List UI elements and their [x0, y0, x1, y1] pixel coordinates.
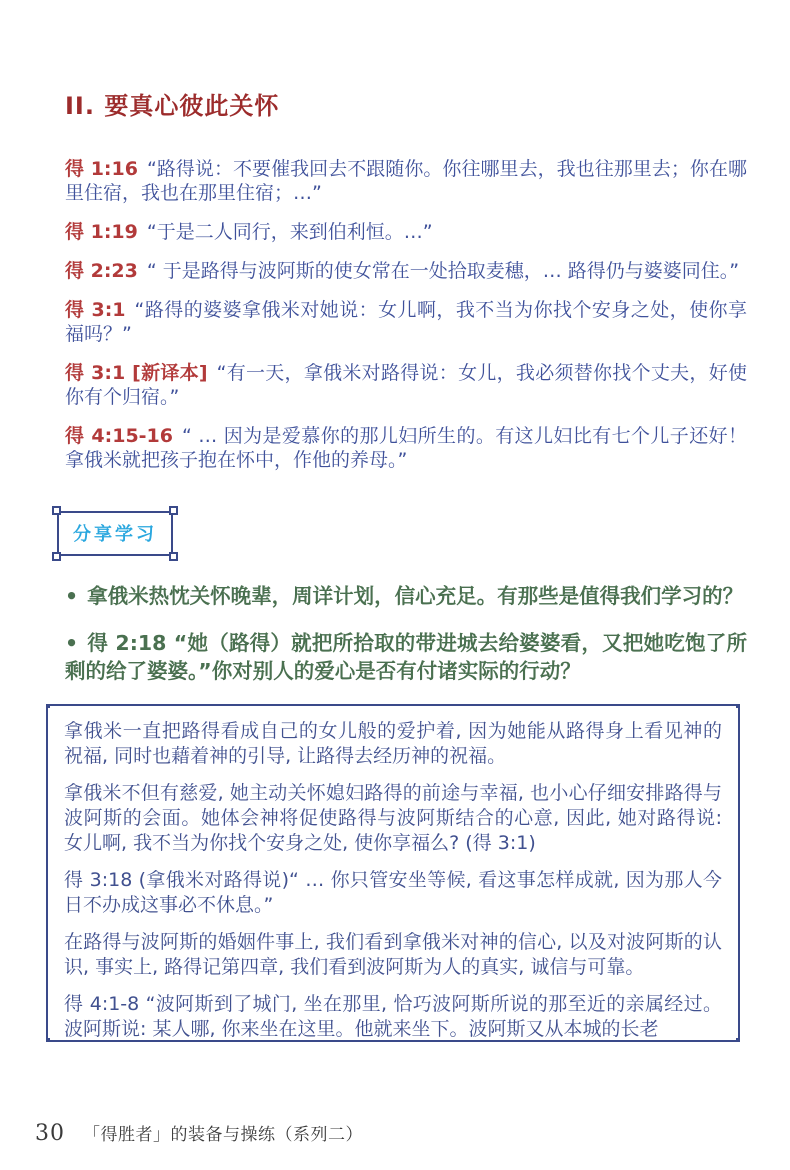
share-learning-badge [57, 511, 173, 556]
scripture-item [65, 424, 747, 472]
scripture-text: “路得说：不要催我回去不跟随你。你往哪里去，我也往那里去；你在哪里住宿，我也在那里住宿；…” [65, 158, 747, 204]
scripture-text: “ … 因为是爱慕你的那儿妇所生的。有这儿妇比有七个儿子还好！拿俄米就把孩子抱在怀中，作他的养母。” [65, 425, 747, 471]
book-title: 「得胜者」的装备与操练（系列二） [83, 1125, 363, 1145]
frame-corner-ornament [169, 506, 178, 515]
scripture-reference: 得 4:15-16 [65, 425, 173, 447]
scripture-reference: 得 3:1 [65, 299, 126, 321]
frame-corner-ornament [46, 1038, 50, 1042]
scripture-text: “有一天，拿俄米对路得说：女儿，我必须替你找个丈夫，好使你有个归宿。” [65, 362, 747, 408]
scripture-list [65, 157, 747, 472]
scripture-text: “于是二人同行，来到伯利恒。…” [146, 221, 433, 243]
scripture-text: “路得的婆婆拿俄米对她说：女儿啊，我不当为你找个安身之处，使你享福吗？” [65, 299, 747, 345]
bullet-marker: • [65, 630, 79, 655]
scripture-reference: 得 2:23 [65, 260, 138, 282]
scripture-item [65, 157, 747, 205]
frame-corner-ornament [736, 1038, 740, 1042]
commentary-paragraph: 拿俄米一直把路得看成自己的女儿般的爱护着, 因为她能从路得身上看见神的祝福, 同时也藉着神的引导, 让路得去经历神的祝福。 [64, 719, 722, 767]
frame-corner-ornament [46, 704, 50, 708]
scripture-item [65, 361, 747, 409]
section-heading: II. 要真心彼此关怀 [65, 92, 280, 120]
question-text: 得 2:18 “她（路得）就把所拾取的带进城去给婆婆看，又把她吃饱了所剩的给了婆婆。”你对别人的爱心是否有付诸实际的行动？ [65, 630, 747, 683]
commentary-box [46, 704, 740, 1042]
scripture-item [65, 220, 747, 244]
scripture-reference: 得 3:1 [新译本] [65, 362, 208, 384]
frame-corner-ornament [52, 506, 61, 515]
page-content [65, 86, 747, 1042]
commentary-paragraph: 得 4:1-8 “波阿斯到了城门, 坐在那里, 恰巧波阿斯所说的那至近的亲属经过。波阿斯说: 某人哪, 你来坐在这里。他就来坐下。波阿斯又从本城的长老 [64, 992, 722, 1040]
page-footer [35, 1120, 363, 1146]
frame-corner-ornament [736, 704, 740, 708]
discussion-questions [65, 582, 747, 686]
discussion-question [65, 629, 747, 686]
commentary-paragraph: 得 3:18 (拿俄米对路得说)“ … 你只管安坐等候, 看这事怎样成就, 因为那人今日不办成这事必不休息。” [64, 868, 722, 916]
scripture-text: “ 于是路得与波阿斯的使女常在一处拾取麦穗，… 路得仍与婆婆同住。” [146, 260, 740, 282]
bullet-marker: • [65, 584, 79, 608]
commentary-paragraph: 拿俄米不但有慈爱, 她主动关怀媳妇路得的前途与幸福, 也小心仔细安排路得与波阿斯的会面。她体会神将促使路得与波阿斯结合的心意, 因此, 她对路得说: 女儿啊, 我不当为你找个安身之处, 使你享福么? (得 3:1) [64, 781, 722, 854]
scripture-reference: 得 1:19 [65, 221, 138, 243]
page-number: 30 [35, 1121, 65, 1146]
scripture-item [65, 298, 747, 346]
commentary-paragraph: 在路得与波阿斯的婚姻件事上, 我们看到拿俄米对神的信心, 以及对波阿斯的认识, 事实上, 路得记第四章, 我们看到波阿斯为人的真实, 诚信与可靠。 [64, 930, 722, 978]
scripture-item [65, 259, 747, 283]
share-learning-label: 分享学习 [73, 524, 157, 545]
scripture-reference: 得 1:16 [65, 158, 138, 180]
frame-corner-ornament [52, 552, 61, 561]
frame-corner-ornament [169, 552, 178, 561]
question-text: 拿俄米热忱关怀晚辈，周详计划，信心充足。有那些是值得我们学习的？ [87, 584, 744, 608]
discussion-question [65, 582, 747, 611]
